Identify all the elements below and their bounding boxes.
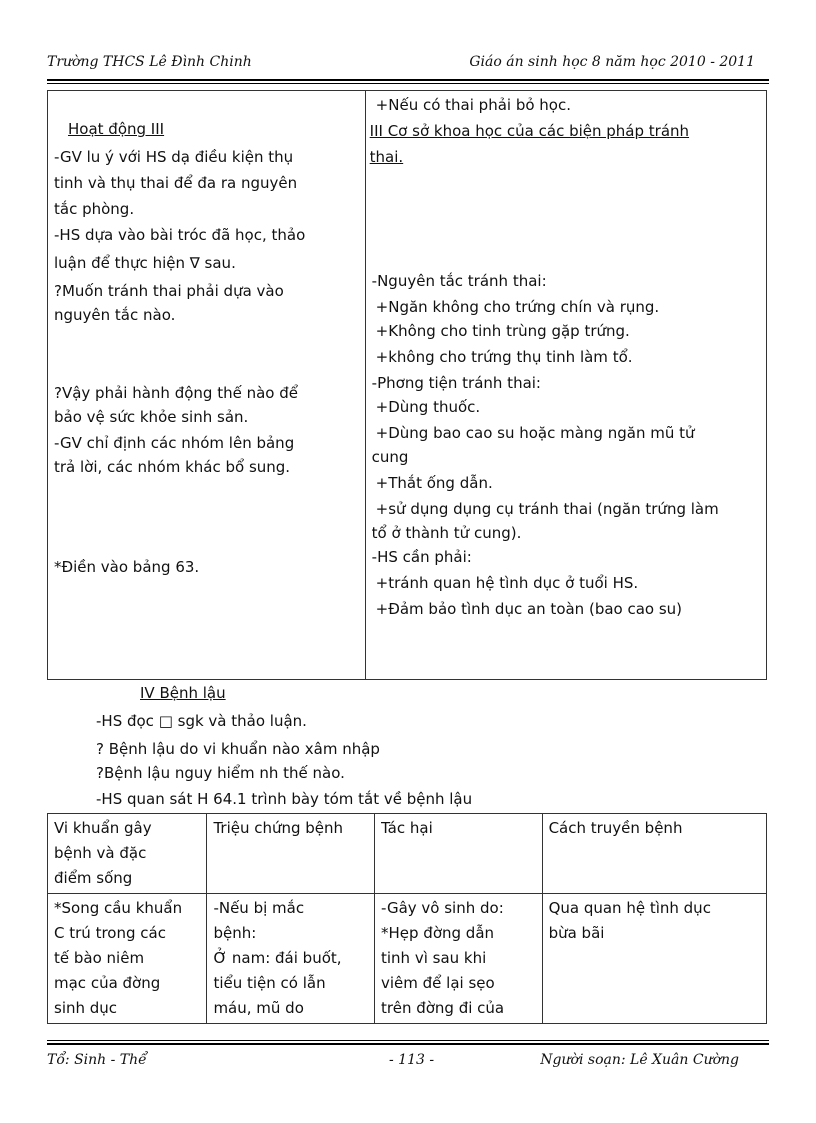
table-header-row bbox=[48, 814, 767, 894]
header-cell-transmission bbox=[542, 814, 766, 894]
text-line: ?Muốn tránh thai phải dựa vào bbox=[54, 282, 284, 300]
text-line: +Nếu có thai phải bỏ học. bbox=[375, 96, 571, 114]
table-cell bbox=[207, 894, 375, 1024]
cell-line: trên đờng đi của bbox=[381, 999, 505, 1017]
text-line: tinh và thụ thai để đa ra nguyên bbox=[54, 174, 298, 192]
text-line: +không cho trứng thụ tinh làm tổ. bbox=[375, 348, 633, 366]
activity-table bbox=[47, 90, 767, 680]
header-cell-harm bbox=[375, 814, 543, 894]
cell-line: tinh vì sau khi bbox=[381, 949, 487, 967]
header-cell-symptoms bbox=[207, 814, 375, 894]
text-line: tắc phòng. bbox=[54, 200, 135, 218]
activity-right-cell bbox=[365, 91, 766, 680]
group-name: Tổ: Sinh - Thể bbox=[47, 1052, 147, 1068]
cell-line: Triệu chứng bệnh bbox=[213, 819, 344, 837]
author-name: Người soạn: Lê Xuân Cường bbox=[540, 1052, 739, 1068]
text-line: +Không cho tinh trùng gặp trứng. bbox=[375, 322, 630, 340]
cell-line: viêm để lại sẹo bbox=[381, 974, 495, 992]
section-heading: thai. bbox=[369, 148, 404, 166]
text-line: ?Vậy phải hành động thế nào để bbox=[54, 384, 298, 402]
text-line: -Nguyên tắc tránh thai: bbox=[371, 272, 547, 290]
table-cell bbox=[48, 894, 207, 1024]
cell-line: máu, mũ do bbox=[213, 999, 304, 1017]
table-cell bbox=[375, 894, 543, 1024]
table-cell bbox=[542, 894, 766, 1024]
text-line: tổ ở thành tử cung). bbox=[371, 524, 522, 542]
cell-line: Ở nam: đái buốt, bbox=[213, 949, 342, 967]
text-line: -HS đọc □ sgk và thảo luận. bbox=[96, 712, 307, 730]
text-line: -HS dựa vào bài tróc đã học, thảo bbox=[54, 226, 306, 244]
text-line: luận để thực hiện ∇ sau. bbox=[54, 254, 236, 272]
text-line: +Dùng thuốc. bbox=[375, 398, 481, 416]
text-line: trả lời, các nhóm khác bổ sung. bbox=[54, 458, 291, 476]
cell-line: -Nếu bị mắc bbox=[213, 899, 305, 917]
text-line: -HS cần phải: bbox=[371, 548, 472, 566]
text-line: +sử dụng dụng cụ tránh thai (ngăn trứng làm bbox=[375, 500, 719, 518]
activity-title: Hoạt động III bbox=[68, 120, 165, 138]
cell-line: mạc của đờng bbox=[54, 974, 161, 992]
footer-rule bbox=[47, 1040, 769, 1045]
page-header bbox=[47, 52, 769, 76]
gonorrhea-table bbox=[47, 813, 767, 1024]
text-line: *Điền vào bảng 63. bbox=[54, 558, 200, 576]
cell-line: tiểu tiện có lẫn bbox=[213, 974, 326, 992]
cell-line: tế bào niêm bbox=[54, 949, 145, 967]
activity-left-cell bbox=[48, 91, 366, 680]
text-line: -GV chỉ định các nhóm lên bảng bbox=[54, 434, 295, 452]
text-line: ? Bệnh lậu do vi khuẩn nào xâm nhập bbox=[96, 740, 380, 758]
cell-line: Qua quan hệ tình dục bbox=[548, 899, 711, 917]
header-rule bbox=[47, 79, 769, 84]
cell-line: bệnh và đặc bbox=[54, 844, 147, 862]
text-line: +Ngăn không cho trứng chín và rụng. bbox=[375, 298, 660, 316]
cell-line: *Hẹp đờng dẫn bbox=[381, 924, 495, 942]
cell-line: C trú trong các bbox=[54, 924, 166, 942]
section-heading: III Cơ sở khoa học của các biện pháp tránh bbox=[369, 122, 690, 140]
header-cell-pathogen bbox=[48, 814, 207, 894]
cell-line: -Gây vô sinh do: bbox=[381, 899, 504, 917]
text-line: +Đảm bảo tình dục an toàn (bao cao su) bbox=[375, 600, 683, 618]
text-line: +Dùng bao cao su hoặc màng ngăn mũ tử bbox=[375, 424, 695, 442]
table-row bbox=[48, 894, 767, 1024]
text-line: +tránh quan hệ tình dục ở tuổi HS. bbox=[375, 574, 639, 592]
cell-line: Vi khuẩn gây bbox=[54, 819, 152, 837]
text-line: -HS quan sát H 64.1 trình bày tóm tắt về bệnh lậu bbox=[96, 790, 473, 808]
school-name: Trường THCS Lê Đình Chinh bbox=[47, 54, 252, 70]
cell-line: *Song cầu khuẩn bbox=[54, 899, 183, 917]
text-line: nguyên tắc nào. bbox=[54, 306, 176, 324]
document-subject: Giáo án sinh học 8 năm học 2010 - 2011 bbox=[469, 54, 755, 70]
cell-line: bừa bãi bbox=[548, 924, 605, 942]
cell-line: sinh dục bbox=[54, 999, 118, 1017]
text-line: -GV lu ý với HS dạ điều kiện thụ bbox=[54, 148, 294, 166]
section-title: IV Bệnh lậu bbox=[140, 684, 226, 702]
page-number: - 113 - bbox=[389, 1052, 435, 1068]
cell-line: Tác hại bbox=[381, 819, 433, 837]
text-line: -Phơng tiện tránh thai: bbox=[371, 374, 541, 392]
cell-line: điểm sống bbox=[54, 869, 133, 887]
cell-line: bệnh: bbox=[213, 924, 257, 942]
text-line: ?Bệnh lậu nguy hiểm nh thế nào. bbox=[96, 764, 345, 782]
text-line: cung bbox=[371, 448, 409, 466]
cell-line: Cách truyền bệnh bbox=[548, 819, 683, 837]
text-line: bảo vệ sức khỏe sinh sản. bbox=[54, 408, 249, 426]
text-line: +Thắt ống dẫn. bbox=[375, 474, 493, 492]
